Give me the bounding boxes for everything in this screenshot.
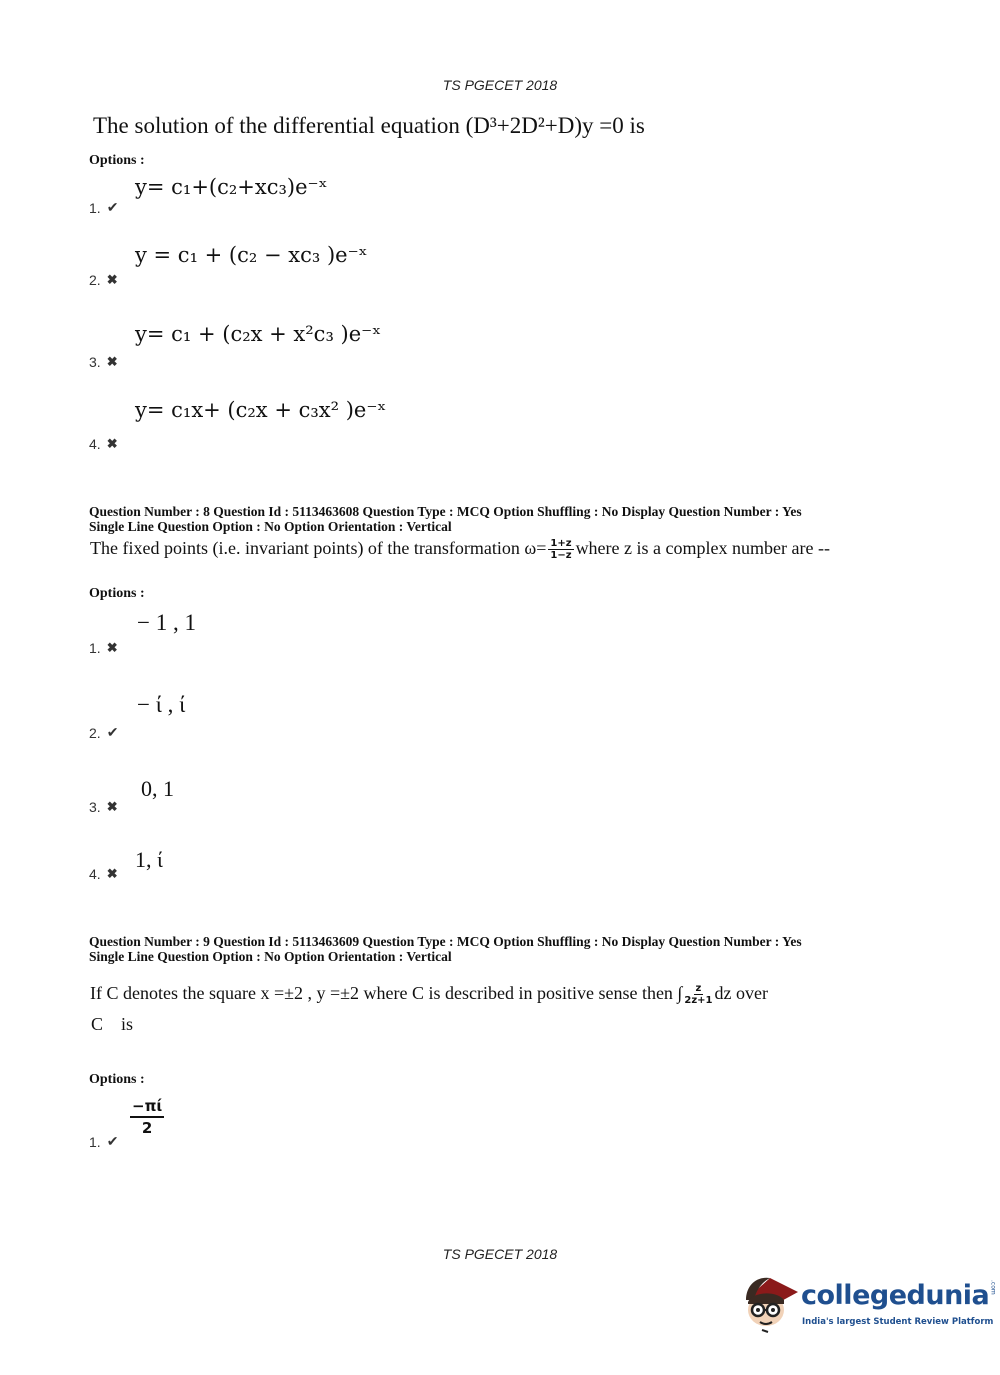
option-number: 2. [89,272,101,288]
q7-option-1-expr: y= c₁+(c₂+xc₃)e⁻ˣ [135,175,328,199]
option-number: 1. [89,199,101,216]
q8-option-1[interactable] [89,640,118,656]
check-icon: ✔ [106,199,119,215]
q8-option-2-expr: − ί , ί [137,692,186,717]
logo-name: collegedunia [801,1280,990,1311]
cross-icon: ✖ [106,354,118,369]
cross-icon: ✖ [106,640,118,655]
mascot-icon [740,1270,800,1334]
options-label: Options : [89,1072,145,1087]
fraction-denominator: 2 [141,1119,153,1137]
logo-suffix: .com [989,1280,997,1295]
q8-option-4-expr: 1, ί [135,847,163,872]
q9-option-1[interactable] [89,1133,118,1150]
question-7-title [93,113,645,139]
fraction-numerator: 1+z [550,538,572,550]
question-7-equation: (D³+2D²+D)y =0 is [465,113,645,138]
question-9-text-line-2: C is [91,1014,134,1034]
cross-icon: ✖ [106,436,118,451]
option-number: 2. [89,724,101,741]
q8-option-3[interactable] [89,799,118,815]
logo-tagline: India's largest Student Review Platform [802,1317,994,1327]
q8-option-2[interactable] [89,724,118,741]
logo-wordmark [801,1280,996,1311]
fraction [684,983,712,1006]
check-icon: ✔ [106,1133,119,1149]
fraction-denominator: 1−z [550,550,572,562]
collegedunia-logo[interactable] [740,1268,997,1338]
options-label: Options : [89,586,145,601]
meta-line-1: Question Number : 9 Question Id : 5113463609 Question Type : MCQ Option Shuffling : No Display Question Number : Yes [89,934,802,949]
q9-option-1-expr [128,1096,166,1138]
question-text-before: The fixed points (i.e. invariant points) of the transformation ω= [90,538,547,558]
q7-option-3[interactable] [89,354,118,370]
q8-option-1-expr: − 1 , 1 [137,610,196,635]
question-text-after: where z is a complex number are -- [575,538,830,558]
question-text-before: If C denotes the square x =±2 , y =±2 where C is described in positive sense then ∫ [90,983,683,1003]
cross-icon: ✖ [106,866,118,881]
option-number: 4. [89,436,101,452]
meta-line-2: Single Line Question Option : No Option Orientation : Vertical [89,519,452,534]
q8-option-3-expr: 0, 1 [141,776,174,801]
page-footer: TS PGECET 2018 [442,1246,558,1262]
option-number: 3. [89,354,101,370]
question-8-meta [89,504,802,534]
cross-icon: ✖ [106,799,118,814]
fraction-numerator: −πί [130,1096,164,1118]
cross-icon: ✖ [106,272,118,287]
check-icon: ✔ [106,724,119,740]
question-text-after: dz over [714,983,768,1003]
q8-option-4[interactable] [89,866,118,882]
option-number: 1. [89,1133,101,1150]
question-8-text [90,538,830,561]
meta-line-2: Single Line Question Option : No Option Orientation : Vertical [89,949,452,964]
options-label: Options : [89,153,145,168]
page-header: TS PGECET 2018 [442,77,558,93]
meta-line-1: Question Number : 8 Question Id : 5113463608 Question Type : MCQ Option Shuffling : No Display Question Number : Yes [89,504,802,519]
fraction [130,1096,164,1138]
question-7-text: The solution of the differential equation [93,113,460,138]
q7-option-3-expr: y= c₁ + (c₂x + x²c₃ )e⁻ˣ [135,322,382,346]
q7-option-4[interactable] [89,436,118,452]
option-number: 4. [89,866,101,882]
option-number: 1. [89,640,101,656]
option-number: 3. [89,799,101,815]
question-9-text [90,983,768,1006]
q7-option-1[interactable] [89,199,118,216]
q7-option-2[interactable] [89,272,118,288]
q7-option-2-expr: y = c₁ + (c₂ − xc₃ )e⁻ˣ [135,243,368,267]
fraction [548,538,573,561]
question-9-meta [89,934,802,964]
fraction-denominator: 2z+1 [684,995,713,1007]
q7-option-4-expr: y= c₁x+ (c₂x + c₃x² )e⁻ˣ [135,398,387,422]
fraction-numerator: z [695,983,702,995]
